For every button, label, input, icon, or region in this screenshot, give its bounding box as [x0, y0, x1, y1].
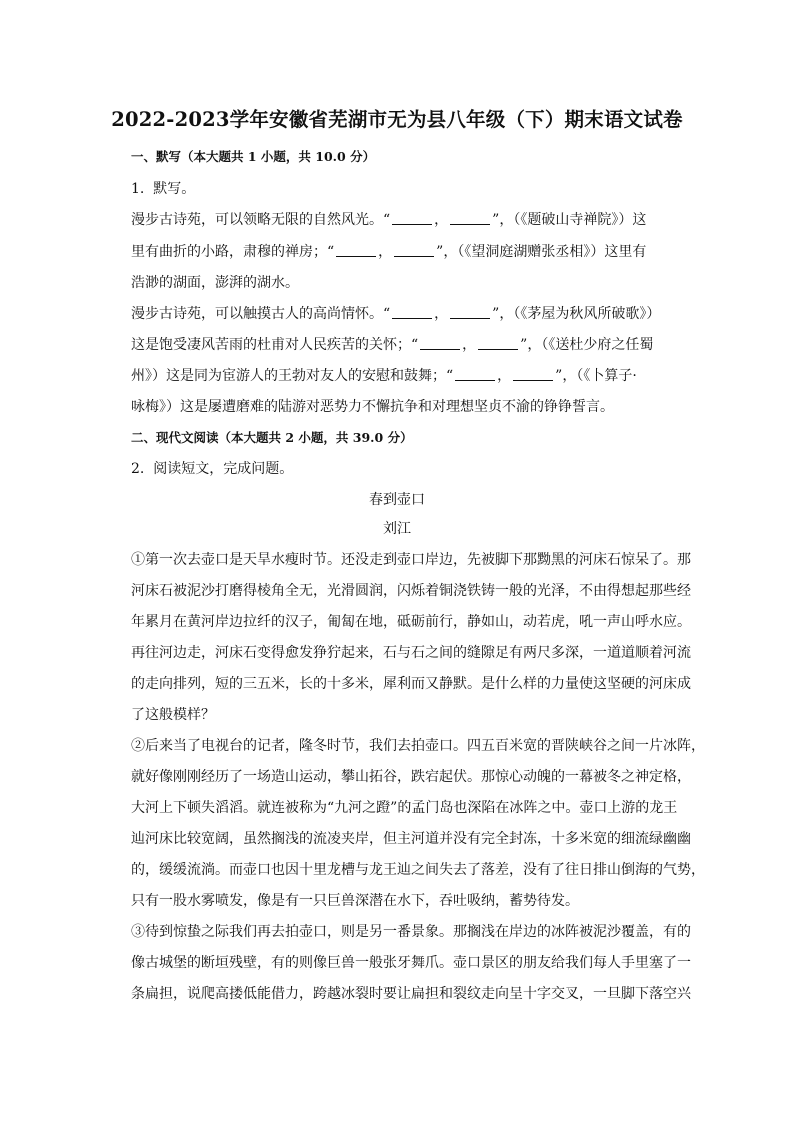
- section-2-header: 二、现代文阅读（本大题共 2 小题，共 39.0 分）: [131, 430, 413, 445]
- article-line: 河床石被泥沙打磨得棱角全无，光滑圆润，闪烁着铜浇铁铸一般的光泽，不由得想起那些经: [131, 583, 691, 599]
- answer-blank[interactable]: [420, 337, 460, 350]
- answer-blank[interactable]: [336, 244, 376, 257]
- line-text: ，: [434, 212, 449, 228]
- article-author: 刘江: [383, 521, 411, 537]
- answer-blank[interactable]: [394, 244, 434, 257]
- line-text: 漫步古诗苑，可以领略无限的自然风光。“: [131, 212, 391, 228]
- line-text: 咏梅》）这是屡遭磨难的陆游对恶势力不懈抗争和对理想坚贞不渝的铮铮誓言。: [131, 399, 614, 415]
- line-text: 浩渺的湖面，澎湃的湖水。: [131, 275, 299, 291]
- article-line: 像古城堡的断垣残壁，有的则像巨兽一般张牙舞爪。壶口景区的朋友给我们每人手里塞了一: [131, 955, 691, 971]
- article-line: 就好像刚刚经历了一场造山运动，攀山拓谷，跌宕起伏。那惊心动魄的一幕被冬之神定格，: [131, 769, 691, 785]
- question-2-stem: 2. 阅读短文，完成问题。: [131, 461, 294, 477]
- line-text: ，: [462, 337, 477, 353]
- question-1-line: [131, 365, 691, 385]
- answer-blank[interactable]: [513, 368, 553, 381]
- line-text: ”，（《送杜少府之任蜀: [520, 337, 654, 353]
- answer-blank[interactable]: [450, 306, 490, 319]
- line-text: 州》）这是同为宦游人的王勃对友人的安慰和鼓舞；“: [131, 368, 454, 384]
- article-line: 了这般模样？: [131, 707, 215, 723]
- line-text: ”，（《卜算子·: [555, 368, 637, 384]
- answer-blank[interactable]: [392, 212, 432, 225]
- answer-blank[interactable]: [478, 337, 518, 350]
- question-1-line: [131, 303, 691, 323]
- article-line: ①第一次去壶口是天旱水瘦时节。还没走到壶口岸边，先被脚下那黝黑的河床石惊呆了。那: [131, 552, 691, 568]
- line-text: 这是饱受凄风苦雨的杜甫对人民疾苦的关怀；“: [131, 337, 419, 353]
- article-line: 的走向排列，短的三五米，长的十多米，犀利而又静默。是什么样的力量使这坚硬的河床成: [131, 676, 691, 692]
- article-line: 大河上下顿失滔滔。就连被称为“九河之蹬”的孟门岛也深陷在冰阵之中。壶口上游的龙王: [131, 800, 678, 816]
- exam-title: 2022-2023学年安徽省芜湖市无为县八年级（下）期末语文试卷: [111, 108, 683, 131]
- article-line: 的，缓缓流淌。而壶口也因十里龙槽与龙王辿之间失去了落差，没有了往日排山倒海的气势，: [131, 862, 705, 878]
- article-line: ②后来当了电视台的记者，隆冬时节，我们去拍壶口。四五百米宽的晋陕峡谷之间一片冰阵，: [131, 738, 705, 754]
- line-text: ”，（《题破山寺禅院》）这: [492, 212, 647, 228]
- article-title: 春到壶口: [369, 492, 425, 508]
- answer-blank[interactable]: [392, 306, 432, 319]
- article-line: 再往河边走，河床石变得愈发狰狞起来，石与石之间的缝隙足有两尺多深，一道道顺着河流: [131, 645, 691, 661]
- question-1-line: [131, 272, 691, 292]
- line-text: 里有曲折的小路，肃穆的禅房；“: [131, 244, 335, 260]
- line-text: 漫步古诗苑，可以触摸古人的高尚情怀。“: [131, 306, 391, 322]
- article-line: 年累月在黄河岸边拉纤的汉子，匍匐在地，砥砺前行，静如山，动若虎，吼一声山呼水应。: [131, 614, 691, 630]
- question-number: 2.: [131, 461, 145, 477]
- question-1-line: [131, 334, 691, 354]
- question-1-line: [131, 396, 691, 416]
- question-1-line: [131, 209, 691, 229]
- article-line: 辿河床比较宽阔，虽然搁浅的流凌夹岸，但主河道并没有完全封冻，十多米宽的细流绿幽幽: [131, 831, 691, 847]
- line-text: ，: [497, 368, 512, 384]
- line-text: ”，（《茅屋为秋风所破歌》）: [492, 306, 661, 322]
- answer-blank[interactable]: [455, 368, 495, 381]
- line-text: ”，（《望洞庭湖赠张丞相》）这里有: [436, 244, 647, 260]
- question-1-stem: 1. 默写。: [131, 181, 196, 197]
- question-1-line: [131, 241, 691, 261]
- line-text: ，: [434, 306, 449, 322]
- line-text: ，: [378, 244, 393, 260]
- article-line: ③待到惊蛰之际我们再去拍壶口，则是另一番景象。那搁浅在岸边的冰阵被泥沙覆盖，有的: [131, 924, 691, 940]
- answer-blank[interactable]: [450, 212, 490, 225]
- article-line: 条扁担，说爬高搂低能借力，跨越冰裂时要让扁担和裂纹走向呈十字交叉，一旦脚下落空兴: [131, 986, 691, 1002]
- section-1-header: 一、默写（本大题共 1 小题，共 10.0 分）: [131, 149, 376, 164]
- question-number: 1.: [131, 181, 145, 197]
- article-line: 只有一股水雾喷发，像是有一只巨兽深潜在水下，吞吐吸纳，蓄势待发。: [131, 893, 579, 909]
